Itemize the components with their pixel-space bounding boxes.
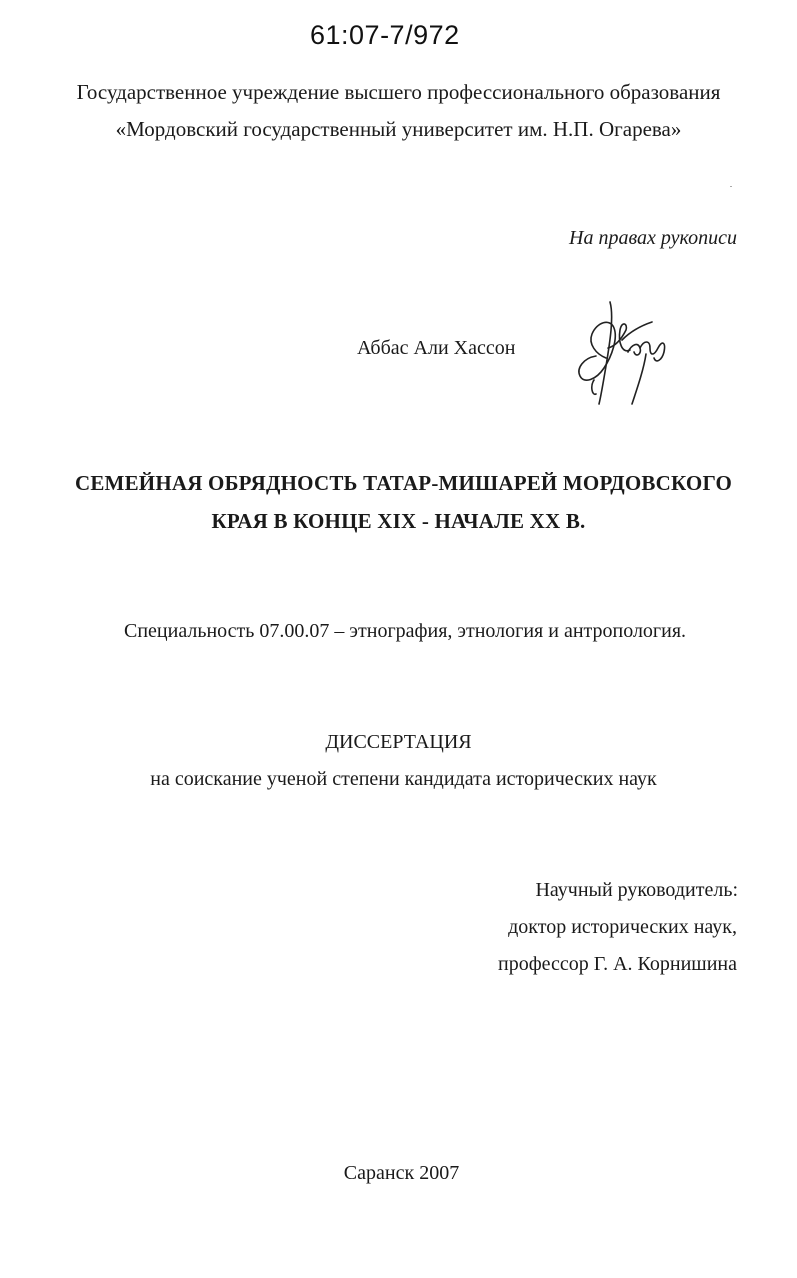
- institution-line-2: «Мордовский государственный университет им. Н.П. Огарева»: [115, 117, 682, 141]
- signature-icon: [566, 296, 676, 408]
- author-name: Аббас Али Хассон: [357, 337, 516, 359]
- supervisor-label: Научный руководитель:: [535, 879, 738, 901]
- degree-statement: на соискание ученой степени кандидата исторических наук: [150, 768, 657, 790]
- dissertation-title-line-1: СЕМЕЙНАЯ ОБРЯДНОСТЬ ТАТАР-МИШАРЕЙ МОРДОВСКОГО: [74, 471, 733, 495]
- institution-line-1: Государственное учреждение высшего профессионального образования: [76, 80, 721, 104]
- dissertation-title-line-2: КРАЯ В КОНЦЕ XIX - НАЧАЛЕ XX В.: [211, 509, 586, 533]
- specialty: Специальность 07.00.07 – этнография, этнология и антропология.: [124, 620, 687, 642]
- city-year: Саранск 2007: [343, 1162, 460, 1184]
- scan-speck: [730, 186, 732, 187]
- catalog-number: 61:07-7/972: [310, 20, 460, 50]
- rights-note: На правах рукописи: [569, 227, 737, 249]
- supervisor-name: профессор Г. А. Корнишина: [498, 953, 737, 975]
- supervisor-title: доктор исторических наук,: [508, 916, 737, 938]
- document-type: ДИССЕРТАЦИЯ: [325, 731, 472, 753]
